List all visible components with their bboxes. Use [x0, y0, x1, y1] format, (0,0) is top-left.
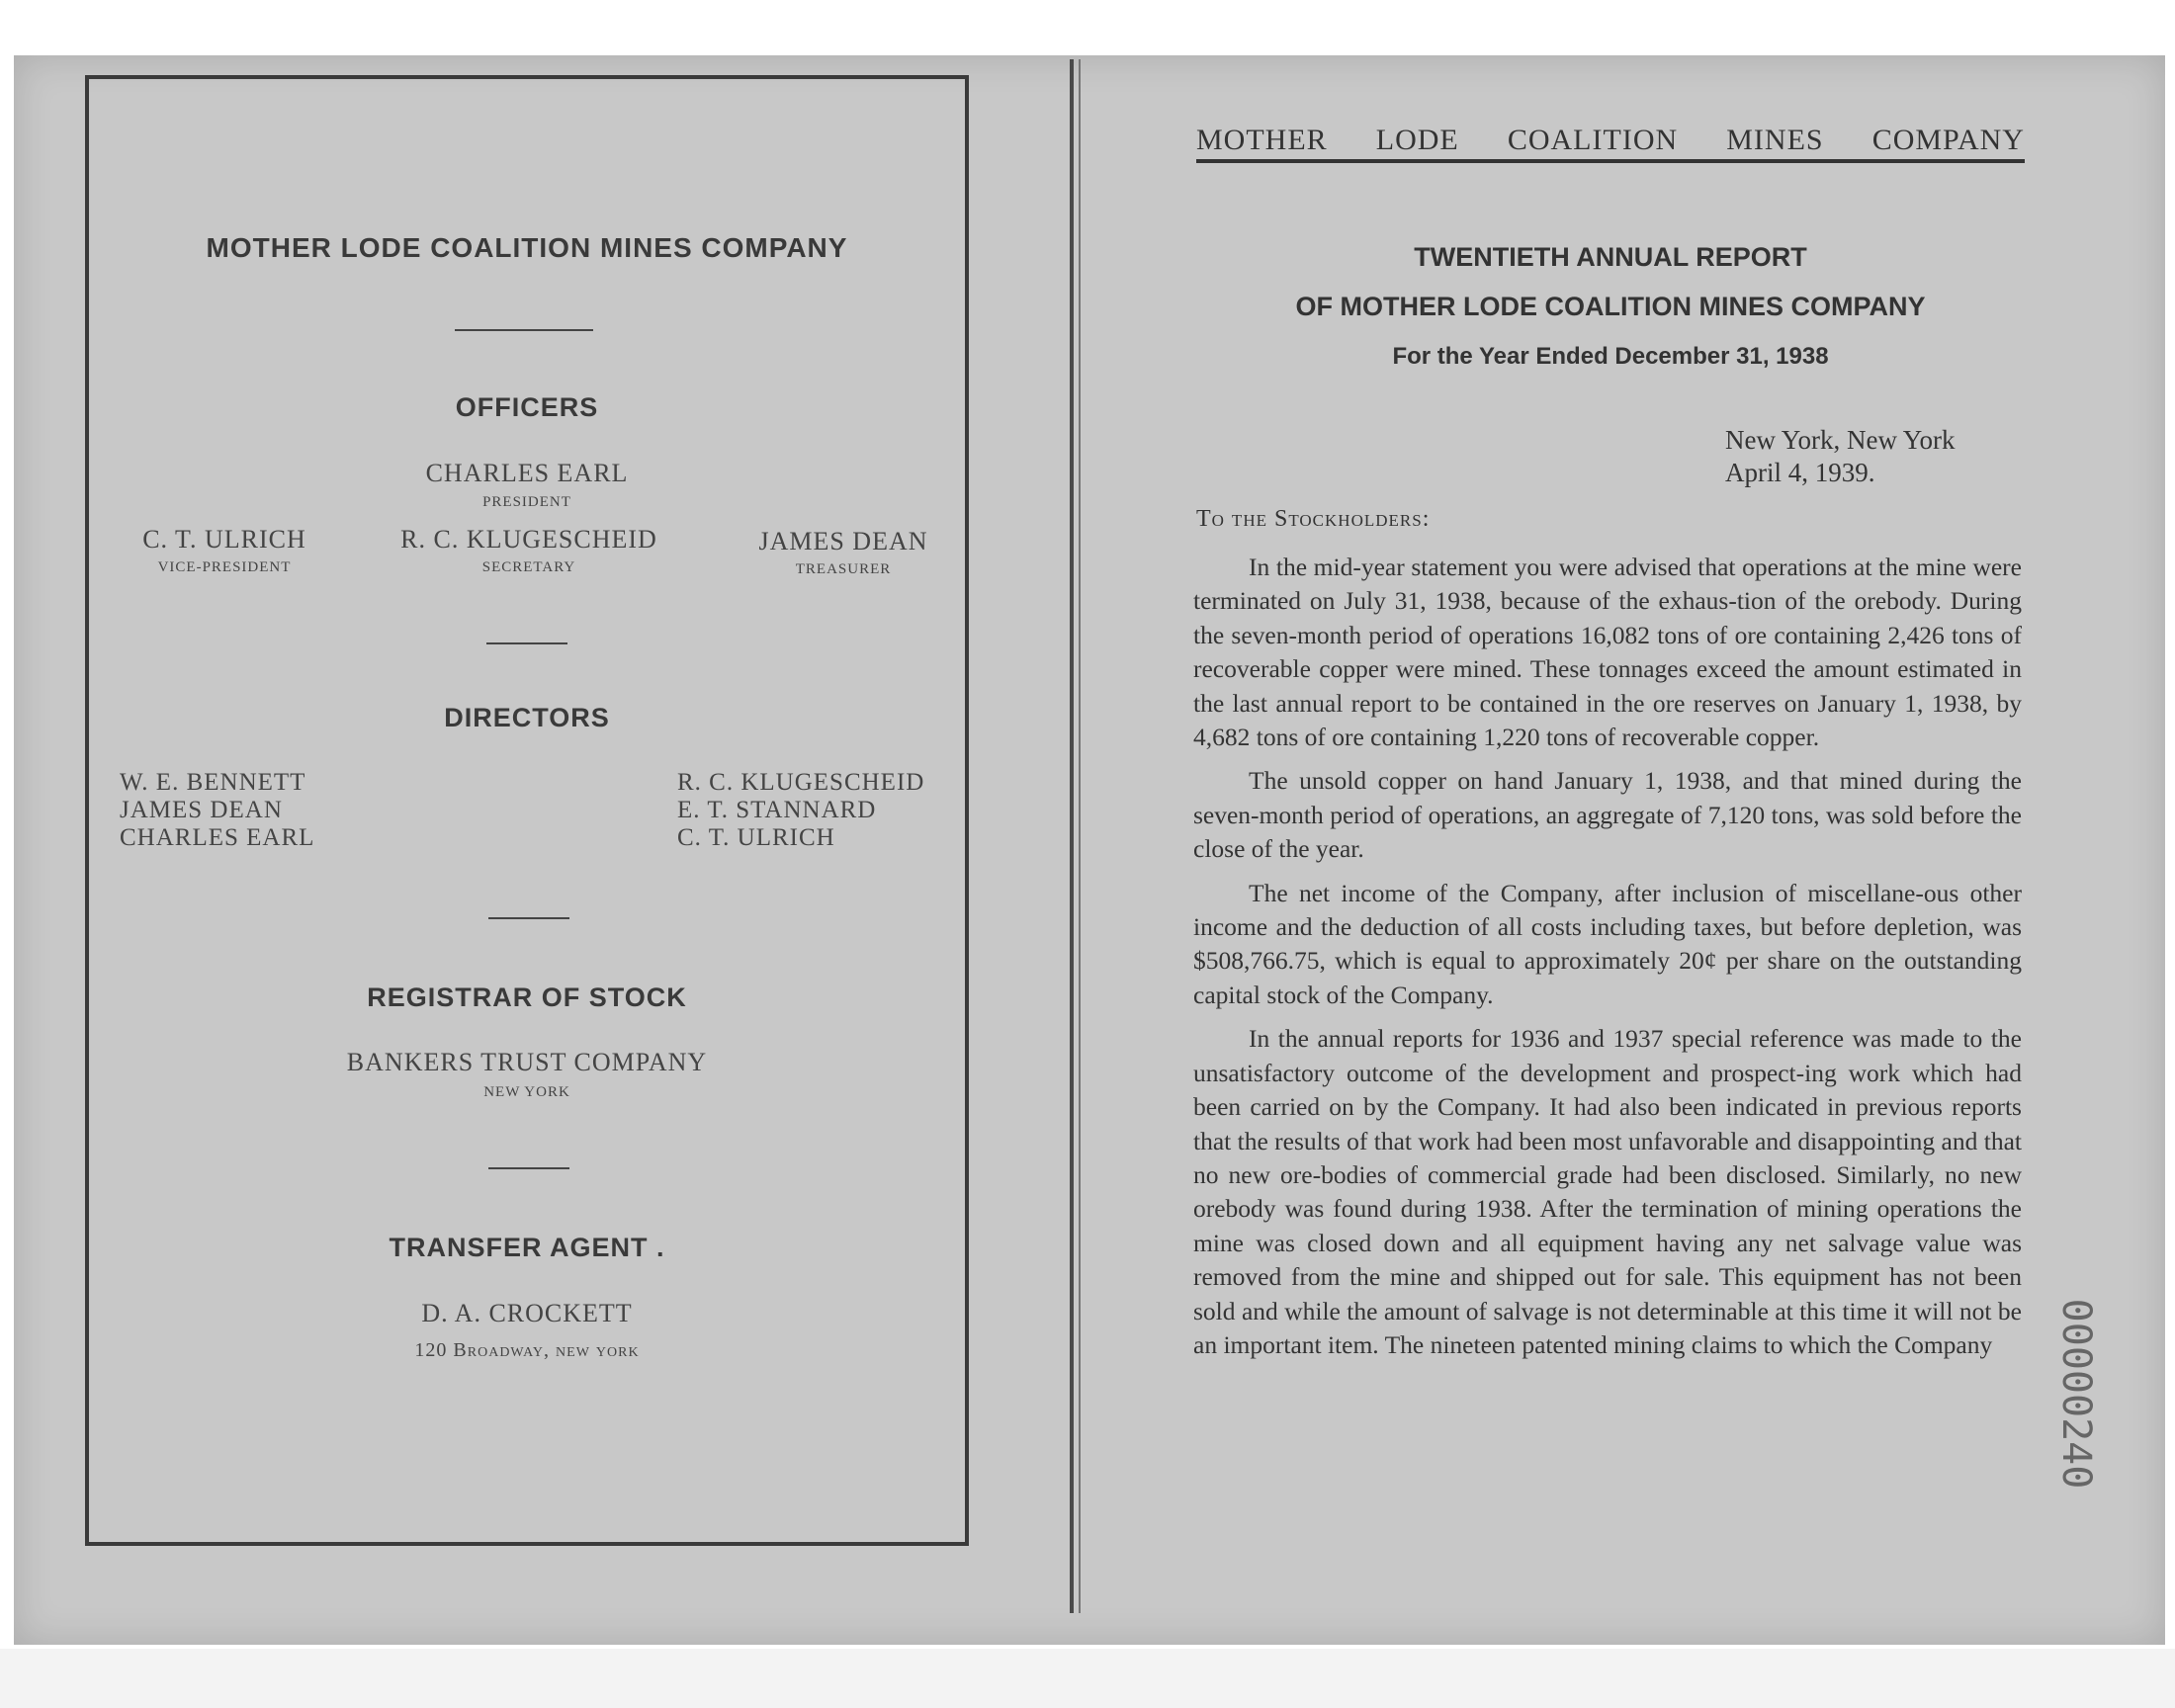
director-name: JAMES DEAN	[120, 797, 283, 823]
letter-date: April 4, 1939.	[1725, 458, 1875, 487]
secretary-name: R. C. KLUGESCHEID	[400, 525, 657, 554]
transfer-agent-address: 120 Broadway, new york	[414, 1339, 640, 1361]
president-name: CHARLES EARL	[425, 459, 629, 487]
registrar-heading: REGISTRAR OF STOCK	[367, 982, 687, 1012]
page-fold	[1070, 59, 1074, 1613]
page-fold-shadow	[1079, 59, 1081, 1613]
divider	[455, 329, 593, 331]
divider	[486, 642, 567, 644]
directors-left-column	[120, 769, 314, 852]
header-word: COALITION	[1507, 124, 1679, 156]
header-word: COMPANY	[1871, 124, 2025, 156]
header-word: MOTHER	[1196, 124, 1328, 156]
body-paragraph: The unsold copper on hand January 1, 1938, and that mined during the seven-month period of operations, an aggregate of 7,120 tons, was sold before the close of the year.	[1193, 766, 2022, 864]
report-period: For the Year Ended December 31, 1938	[1392, 343, 1829, 370]
header-word: MINES	[1726, 124, 1824, 156]
scanner-margin	[0, 1649, 2175, 1708]
secretary-title: SECRETARY	[481, 559, 576, 575]
letter-body	[1193, 551, 2022, 1372]
left-company-name: MOTHER LODE COALITION MINES COMPANY	[206, 232, 848, 263]
director-name: C. T. ULRICH	[677, 824, 835, 851]
body-paragraph: The net income of the Company, after inclusion of miscellane-ous other income and the deduction of all costs including taxes, but before depletion, was $508,766.75, which is equal to approximately 20¢ per share on the outstanding capital stock of the Company.	[1193, 878, 2022, 1009]
body-paragraph: In the mid-year statement you were advised that operations at the mine were terminated on July 31, 1938, because of the exhaus-tion of the orebody. During the seven-month period of operations 16,082 tons of ore containing 2,426 tons of recoverable copper were mined. These tonnages exceed the amount estimated in the last annual report to be contained in the ore reserves on January 1, 1938, by 4,682 tons of ore containing 1,220 tons of recoverable copper.	[1193, 553, 2022, 752]
report-subtitle: OF MOTHER LODE COALITION MINES COMPANY	[1295, 292, 1926, 321]
director-name: CHARLES EARL	[120, 824, 315, 851]
divider	[488, 1167, 569, 1169]
directors-heading: DIRECTORS	[444, 703, 610, 732]
vice-president-title: VICE-PRESIDENT	[157, 559, 292, 575]
right-running-header	[1196, 124, 2025, 163]
officers-heading: OFFICERS	[455, 392, 599, 422]
registrar-name: BANKERS TRUST COMPANY	[346, 1048, 708, 1076]
divider	[488, 917, 569, 919]
president-title: PRESIDENT	[482, 494, 571, 510]
directors-right-column	[677, 769, 924, 852]
registrar-city: NEW YORK	[483, 1084, 570, 1100]
letter-location: New York, New York	[1725, 425, 1956, 455]
report-title: TWENTIETH ANNUAL REPORT	[1414, 242, 1807, 272]
director-name: W. E. BENNETT	[120, 769, 306, 796]
director-name: R. C. KLUGESCHEID	[677, 769, 925, 796]
transfer-agent-heading: TRANSFER AGENT .	[389, 1233, 665, 1262]
transfer-agent-name: D. A. CROCKETT	[421, 1299, 633, 1327]
body-paragraph: In the annual reports for 1936 and 1937 special reference was made to the unsatisfactory outcome of the development and prospect-ing work which had been carried on by the Company. It had also been indicated in previous reports that the results of that work had been most unfavorable and disappointing and that no new ore-bodies of commercial grade had been disclosed. Similarly, no new orebody was found during 1938. After the termination of mining operations the mine was closed down and all equipment having any net salvage value was removed from the mine and shipped out for sale. This equipment has not been sold and while the amount of salvage is not determinable at this time it will not be an important item. The nineteen patented mining claims to which the Company	[1193, 1024, 2022, 1359]
director-name: E. T. STANNARD	[677, 797, 877, 823]
header-word: LODE	[1375, 124, 1459, 156]
treasurer-name: JAMES DEAN	[758, 527, 928, 555]
stamp-text: 00000240	[2053, 1298, 2099, 1490]
vice-president-name: C. T. ULRICH	[142, 525, 306, 554]
treasurer-title: TREASURER	[795, 561, 892, 577]
salutation: To the Stockholders:	[1196, 506, 1431, 532]
